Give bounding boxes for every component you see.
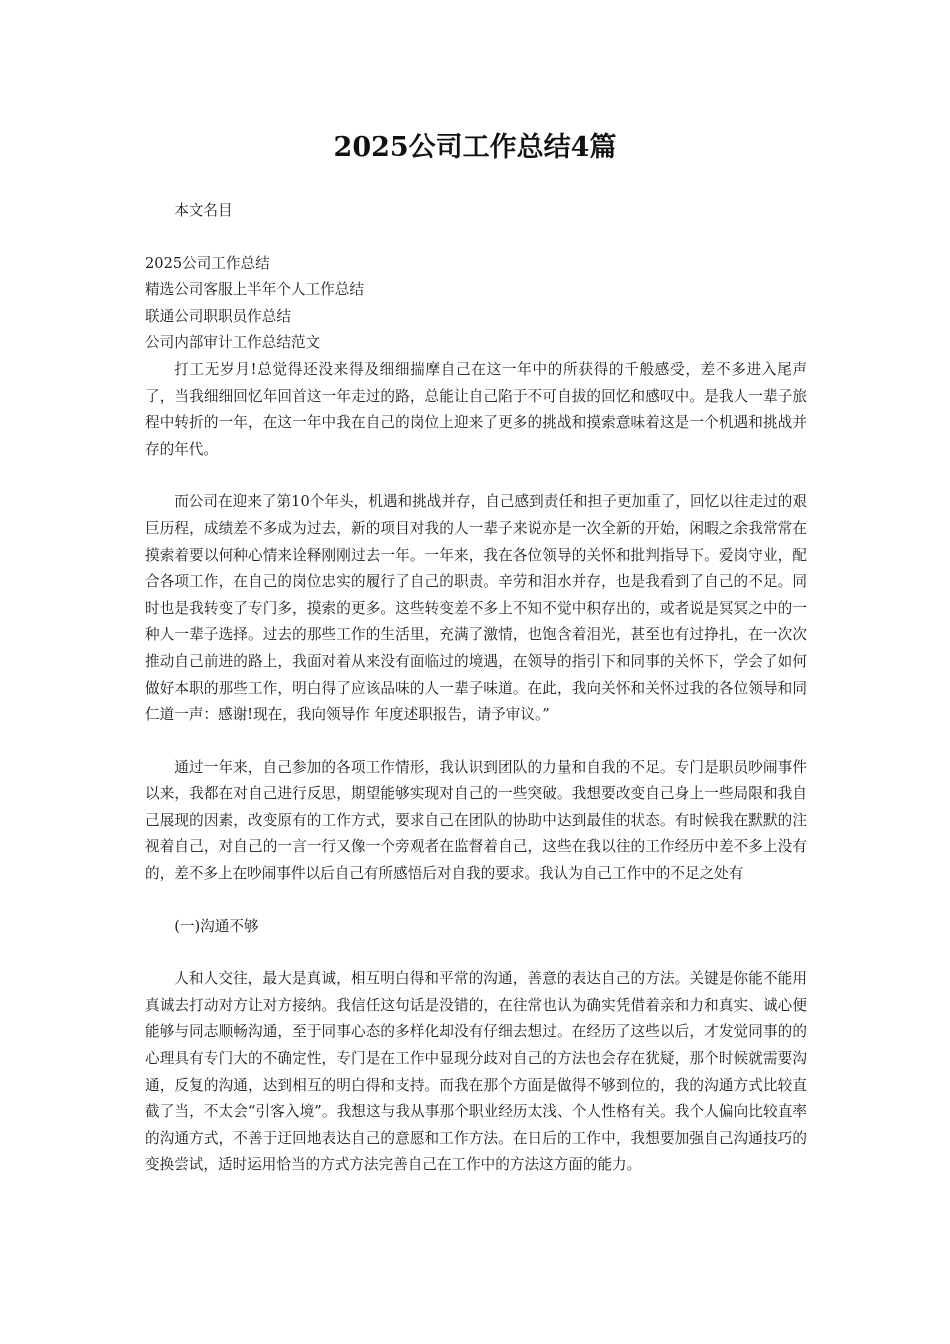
toc-item: 2025公司工作总结	[145, 254, 270, 272]
section-subheading: (一)沟通不够	[174, 917, 259, 935]
body-paragraph: 通过一年来，自己参加的各项工作情形，我认识到团队的力量和自我的不足。专门是职员吵闹事件以来，我都在对自己进行反思，期望能够实现对自己的一些突破。我想要改变自己身上一些局限和我自己展现的因素，改变原有的工作方式，要求自己在团队的协助中达到最佳的状态。有时候我在默默的注视着自己，对自己的一言一行又像一个旁观者在监督着自己，这些在我以往的工作经历中差不多上没有的，差不多上在吵闹事件以后自己有所感悟后对自我的要求。我认为自己工作中的不足之处有	[145, 758, 807, 883]
toc-item: 公司内部审计工作总结范文	[145, 334, 321, 352]
body-paragraph: 人和人交往，最大是真诚，相互明白得和平常的沟通，善意的表达自己的方法。关键是你能不能用真诚去打动对方让对方接纳。我信任这句话是没错的，在往常也认为确实凭借着亲和力和真实、诚心便能够与同志顺畅沟通，至于同事心态的多样化却没有仔细去想过。在经历了这些以后，才发觉同事的的心理具有专门大的不确定性，专门是在工作中显现分歧对自己的方法也会存在犹疑，那个时候就需要沟通，反复的沟通，达到相互的明白得和支持。而我在那个方面是做得不够到位的，我的沟通方式比较直截了当，不太会“引客入境”。我想这与我从事那个职业经历太浅、个人性格有关。我个人偏向比较直率的沟通方式，不善于迂回地表达自己的意愿和工作方法。在日后的工作中，我想要加强自己沟通技巧的变换尝试，适时运用恰当的方式方法完善自己在工作中的方法这方面的能力。	[145, 970, 807, 1174]
toc-item: 联通公司职职员作总结	[145, 307, 291, 325]
body-paragraph: 而公司在迎来了第10个年头，机遇和挑战并存，自己感到责任和担子更加重了，回忆以往走过的艰巨历程，成绩差不多成为过去，新的项目对我的人一辈子来说亦是一次全新的开始，闲暇之余我常常在摸索着要以何种心情来诠释刚刚过去一年。一年来，我在各位领导的关怀和批判指导下。爱岗守业，配合各项工作，在自己的岗位忠实的履行了自己的职责。辛劳和泪水并存，也是我看到了自己的不足。同时也是我转变了专门多，摸索的更多。这些转变差不多上不知不觉中积存出的，或者说是冥冥之中的一种人一辈子选择。过去的那些工作的生活里，充满了激情，也饱含着泪光，甚至也有过挣扎，在一次次推动自己前进的路上，我面对着从来没有面临过的境遇，在领导的指引下和同事的关怀下，学会了如何做好本职的那些工作，明白得了应该品味的人一辈子味道。在此，我向关怀和关怀过我的各位领导和同仁道一声：感谢!现在，我向领导作 年度述职报告，请予审议。”	[145, 493, 807, 724]
toc-list	[145, 251, 807, 357]
toc-item: 精选公司客服上半年个人工作总结	[145, 281, 364, 299]
document-body	[145, 198, 807, 1205]
body-paragraph: 打工无岁月!总觉得还没来得及细细揣摩自己在这一年中的所获得的千般感受，差不多进入尾声了，当我细细回忆年回首这一年走过的路，总能让自己陷于不可自拔的回忆和感叹中。是我人一辈子旅程中转折的一年，在这一年中我在自己的岗位上迎来了更多的挑战和摸索意味着这是一个机遇和挑战并存的年代。	[145, 360, 807, 458]
toc-heading: 本文名目	[174, 202, 233, 219]
document-title: 2025公司工作总结4篇	[333, 132, 617, 163]
